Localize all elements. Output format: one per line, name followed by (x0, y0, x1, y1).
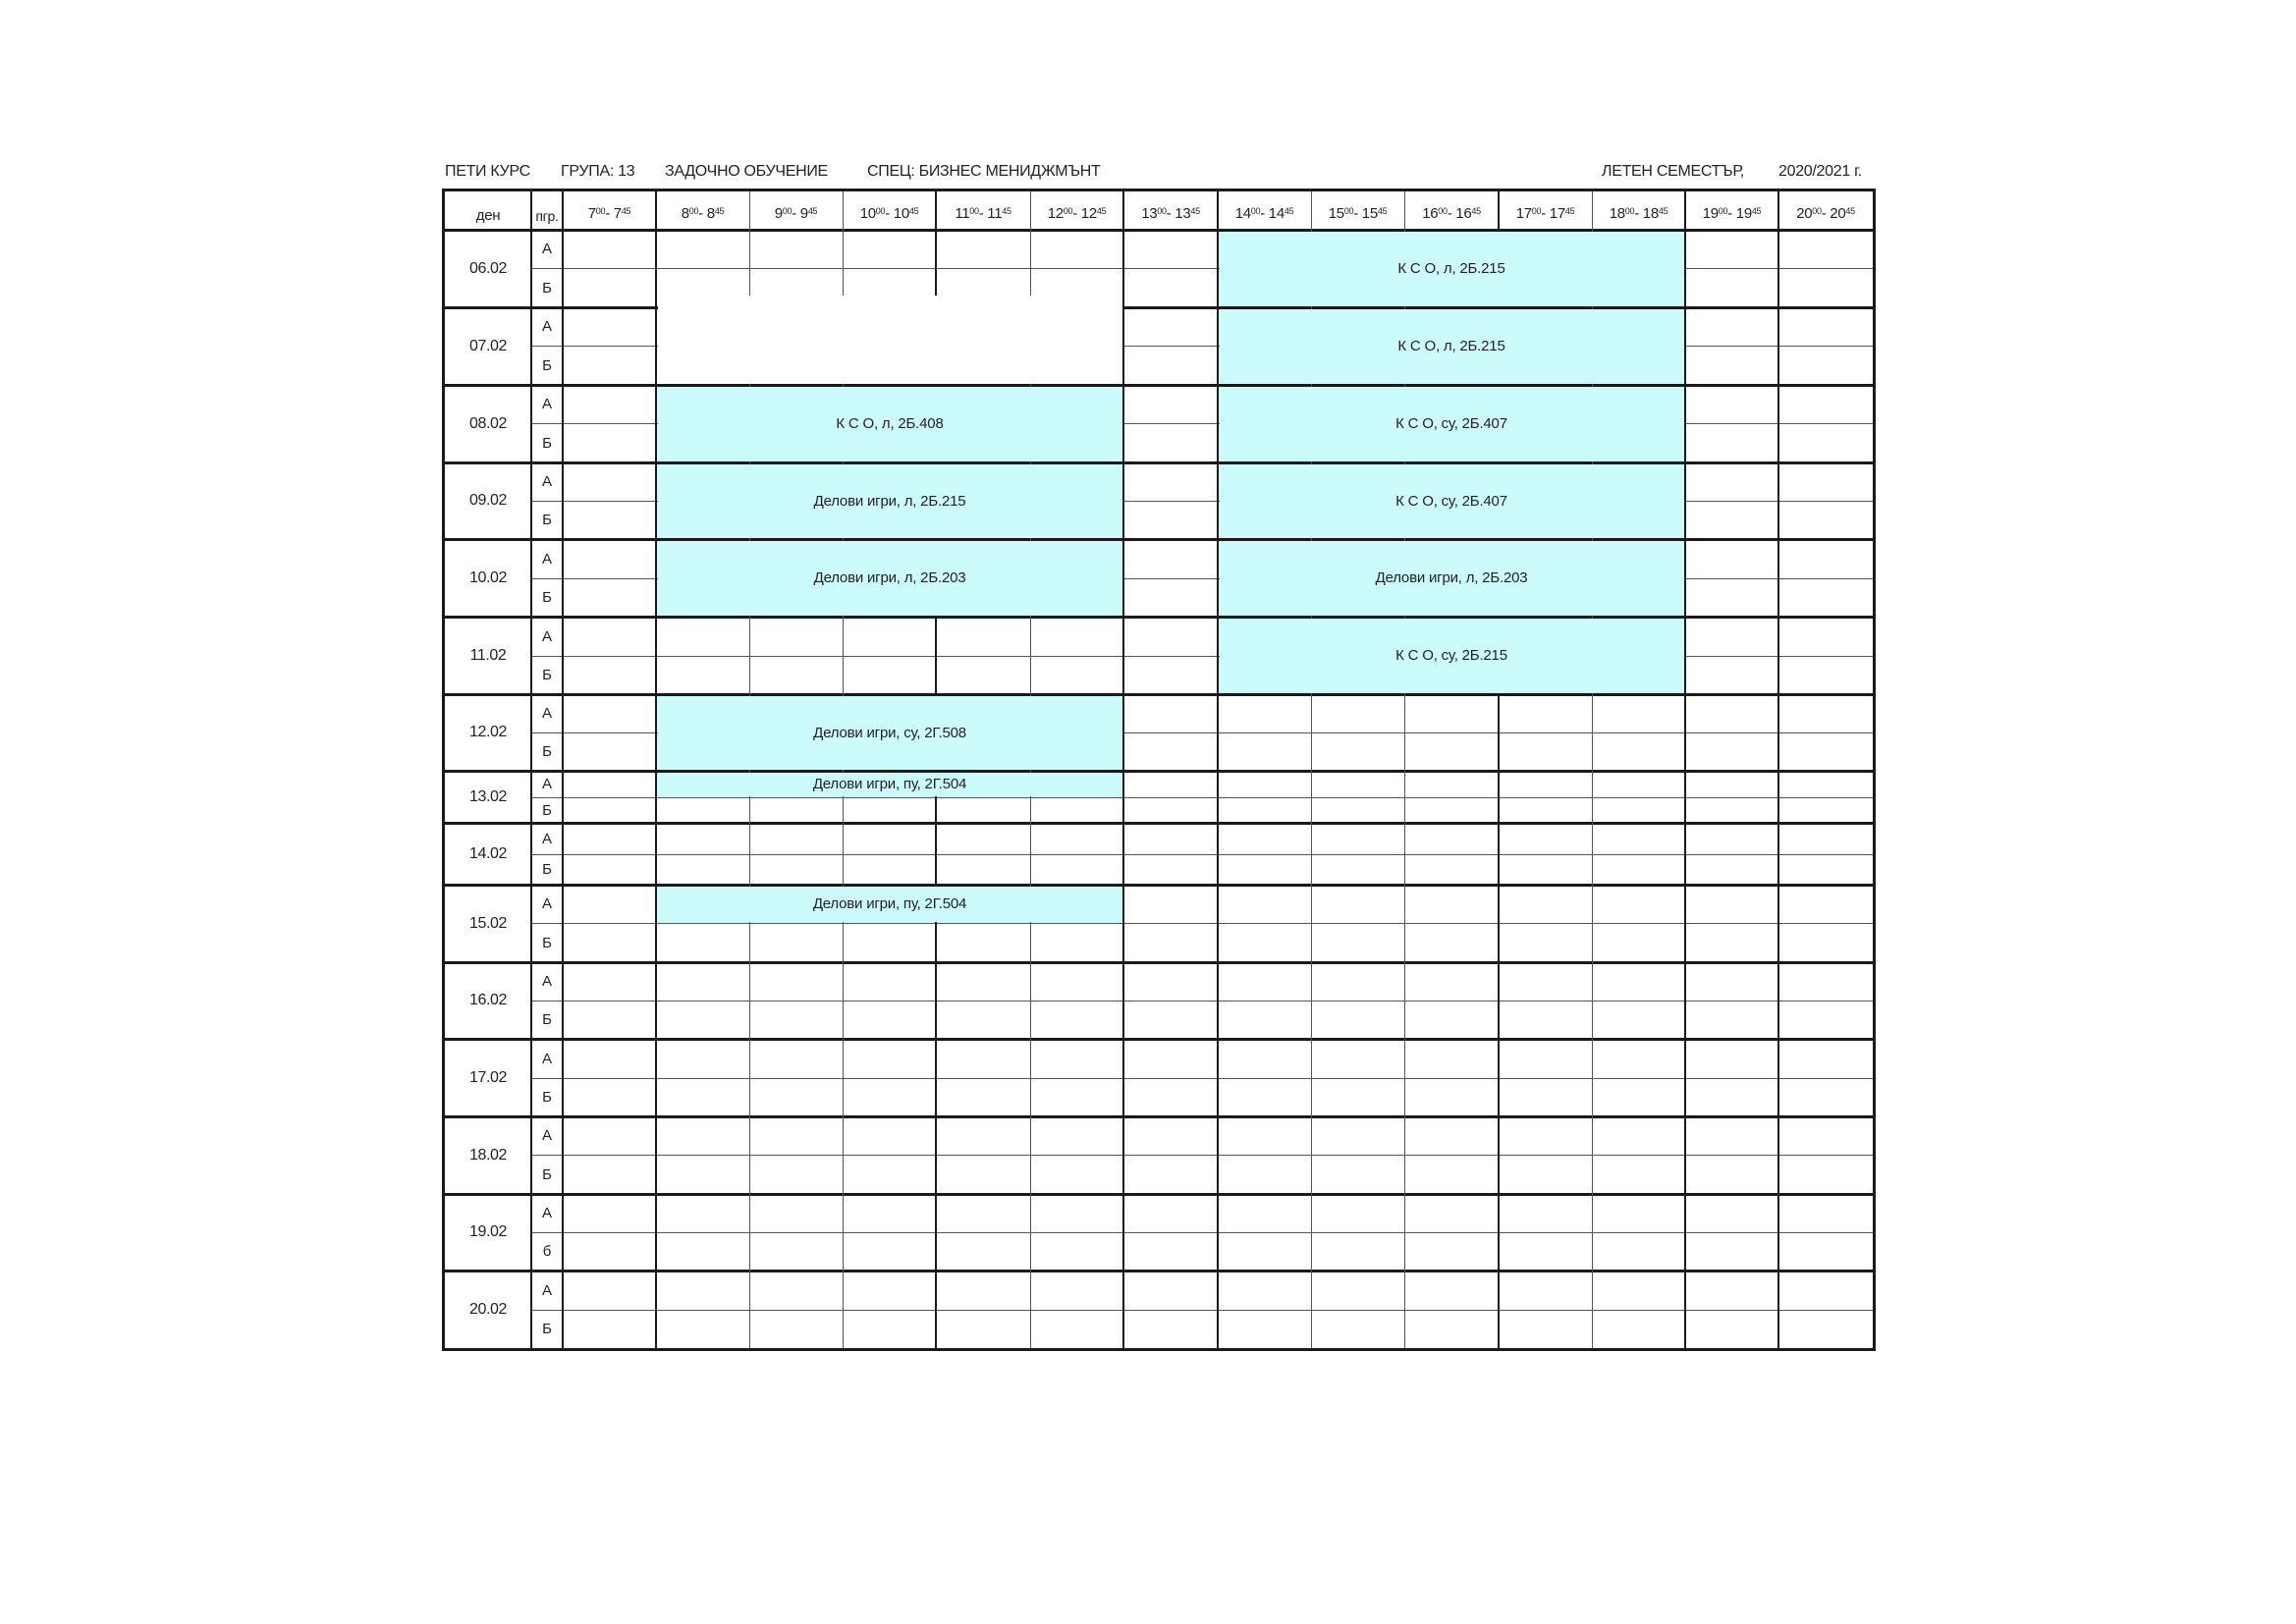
grid-line (531, 732, 658, 733)
subgroup-label-a: А (541, 705, 552, 722)
day-date-cell: 13.02 (468, 787, 508, 805)
grid-line (445, 822, 1873, 825)
grid-line (1777, 191, 1779, 1348)
schedule-grid (445, 191, 1873, 1348)
grid-line (843, 384, 844, 387)
subgroup-label-a: А (541, 776, 552, 792)
lesson-block[interactable]: К С О, л, 2Б.215 (1218, 230, 1685, 307)
grid-line (1122, 501, 1220, 502)
grid-line (531, 1155, 1873, 1156)
grid-line (562, 191, 564, 1348)
grid-line (445, 1038, 1873, 1041)
lesson-block[interactable]: Делови игри, л, 2Б.215 (656, 462, 1123, 539)
subgroup-label-b: Б (542, 1321, 552, 1337)
time-slot-header: 9 $^{00}$ - 9 $^{45}$ (774, 205, 818, 222)
subgroup-label-a: А (541, 895, 552, 912)
subgroup-label-a: А (541, 550, 552, 568)
grid-line (749, 616, 750, 696)
academic-year-label: 2020/2021 г. (1778, 163, 1862, 180)
subgroup-column-header: пгр. (535, 207, 559, 224)
grid-line (1498, 693, 1500, 1348)
grid-line (1404, 538, 1405, 541)
day-date-cell: 10.02 (468, 568, 508, 586)
grid-line (749, 384, 750, 387)
grid-line (1498, 616, 1500, 619)
grid-line (1217, 191, 1219, 1348)
specialty-label: СПЕЦ: БИЗНЕС МЕНИДЖМЪНТ (867, 163, 1101, 180)
day-date-cell: 16.02 (468, 992, 508, 1008)
subgroup-label-b: Б (542, 743, 552, 760)
grid-line (1498, 384, 1500, 387)
subgroup-label-b: Б (542, 512, 552, 528)
subgroup-label-b: Б (542, 1165, 552, 1183)
day-date-cell: 14.02 (468, 844, 508, 862)
subgroup-label-a: А (541, 1281, 552, 1299)
grid-line (1030, 796, 1031, 887)
grid-line (1684, 191, 1686, 1348)
grid-line (445, 384, 1873, 387)
grid-line (1030, 384, 1031, 387)
course-label: ПЕТИ КУРС (445, 163, 530, 180)
grid-line (1592, 461, 1593, 464)
grid-line (1404, 693, 1405, 1348)
grid-line (1030, 922, 1031, 1348)
grid-line (1030, 770, 1031, 773)
lesson-block[interactable]: Делови игри, л, 2Б.203 (1218, 539, 1685, 617)
grid-line (749, 191, 750, 296)
time-slot-header: 10 $^{00}$ - 10 $^{45}$ (859, 205, 919, 222)
schedule-header (443, 163, 1875, 185)
subgroup-label-a: А (541, 627, 552, 645)
grid-line (531, 268, 1220, 269)
grid-line (1122, 423, 1220, 424)
grid-line (1030, 616, 1031, 696)
time-slot-header: 18 $^{00}$ - 18 $^{45}$ (1609, 205, 1668, 222)
time-slot-header: 7 $^{00}$ - 7 $^{45}$ (587, 205, 631, 222)
grid-line (445, 306, 658, 309)
time-slot-header: 17 $^{00}$ - 17 $^{45}$ (1515, 205, 1575, 222)
lesson-block[interactable]: Делови игри, л, 2Б.203 (656, 539, 1123, 617)
grid-line (531, 1232, 1873, 1233)
day-date-cell: 08.02 (468, 414, 508, 432)
grid-line (531, 656, 1220, 657)
day-date-cell: 11.02 (469, 646, 507, 664)
day-column-header: ден (475, 207, 501, 224)
grid-line (843, 616, 844, 696)
grid-line (749, 796, 750, 887)
study-mode-label: ЗАДОЧНО ОБУЧЕНИЕ (665, 163, 828, 180)
subgroup-label-a: А (541, 396, 552, 412)
grid-line (1498, 461, 1500, 464)
day-date-cell: 12.02 (468, 724, 508, 740)
lesson-block[interactable]: К С О, су, 2Б.407 (1218, 385, 1685, 462)
grid-line (1311, 384, 1312, 387)
day-date-cell: 17.02 (468, 1068, 508, 1086)
grid-line (843, 796, 844, 887)
grid-line (1122, 191, 1124, 1348)
grid-line (445, 961, 1873, 964)
grid-line (1404, 306, 1405, 309)
grid-line (1592, 384, 1593, 387)
grid-line (445, 538, 1873, 541)
grid-line (445, 693, 1873, 696)
grid-line (935, 461, 937, 464)
lesson-block[interactable]: К С О, су, 2Б.215 (1218, 617, 1685, 694)
day-date-cell: 20.02 (468, 1300, 508, 1318)
grid-line (1311, 191, 1312, 232)
grid-line (749, 770, 750, 773)
grid-line (1030, 461, 1031, 464)
grid-line (531, 797, 1873, 798)
time-slot-header: 15 $^{00}$ - 15 $^{45}$ (1328, 205, 1388, 222)
grid-line (843, 191, 844, 296)
group-label: ГРУПА: 13 (561, 163, 635, 180)
semester-label: ЛЕТЕН СЕМЕСТЪР, (1602, 163, 1744, 180)
grid-line (1592, 538, 1593, 541)
grid-line (1030, 538, 1031, 541)
lesson-block[interactable]: К С О, л, 2Б.215 (1218, 307, 1685, 385)
grid-line (935, 796, 937, 887)
day-date-cell: 15.02 (468, 914, 508, 932)
time-slot-header: 14 $^{00}$ - 14 $^{45}$ (1234, 205, 1294, 222)
subgroup-label-b: Б (542, 434, 552, 452)
grid-line (935, 538, 937, 541)
subgroup-label-b: б (542, 1243, 552, 1260)
grid-line (531, 1078, 1873, 1079)
subgroup-label-b: Б (542, 861, 552, 878)
grid-line (531, 1310, 1873, 1311)
subgroup-label-b: Б (542, 1089, 552, 1106)
grid-line (1404, 461, 1405, 464)
lesson-block[interactable]: Делови игри, пу, 2Г.504 (656, 885, 1123, 923)
time-slot-header: 20 $^{00}$ - 20 $^{45}$ (1796, 205, 1855, 222)
grid-line (1311, 693, 1312, 1348)
grid-line (935, 770, 937, 773)
grid-line (1311, 616, 1312, 619)
grid-line (1404, 616, 1405, 619)
schedule-table (442, 189, 1876, 1351)
grid-line (1311, 306, 1312, 309)
grid-line (445, 1193, 1873, 1196)
day-date-cell: 09.02 (468, 492, 508, 509)
grid-line (843, 922, 844, 1348)
grid-line (749, 538, 750, 541)
subgroup-label-a: А (541, 830, 552, 847)
lesson-block[interactable]: К С О, л, 2Б.408 (656, 385, 1123, 462)
day-date-cell: 07.02 (468, 337, 508, 354)
lesson-block[interactable]: К С О, су, 2Б.407 (1218, 462, 1685, 539)
grid-line (445, 1270, 1873, 1272)
grid-line (1311, 461, 1312, 464)
grid-line (1592, 306, 1593, 309)
subgroup-label-b: Б (542, 1011, 552, 1028)
time-slot-header: 19 $^{00}$ - 19 $^{45}$ (1702, 205, 1762, 222)
subgroup-label-a: А (541, 241, 552, 257)
grid-line (445, 770, 1873, 773)
grid-line (1404, 191, 1405, 232)
time-slot-header: 8 $^{00}$ - 8 $^{45}$ (681, 205, 725, 222)
grid-line (1030, 191, 1031, 296)
grid-line (655, 191, 657, 1348)
subgroup-label-a: А (541, 1205, 552, 1221)
subgroup-label-a: А (541, 1127, 552, 1144)
time-slot-header: 11 $^{00}$ - 11 $^{45}$ (955, 205, 1011, 222)
day-date-cell: 19.02 (468, 1223, 508, 1240)
grid-line (1592, 693, 1593, 1348)
grid-line (445, 1115, 1873, 1118)
time-slot-header: 13 $^{00}$ - 13 $^{45}$ (1141, 205, 1200, 222)
grid-line (445, 461, 1873, 464)
subgroup-label-a: А (541, 1050, 552, 1067)
grid-line (531, 501, 658, 502)
subgroup-label-a: А (541, 973, 552, 990)
day-date-cell: 06.02 (468, 259, 508, 277)
grid-line (843, 538, 844, 541)
subgroup-label-b: Б (542, 356, 552, 374)
grid-line (531, 423, 658, 424)
grid-line (531, 578, 658, 579)
grid-line (445, 616, 1873, 619)
subgroup-label-b: Б (542, 667, 552, 683)
day-date-cell: 18.02 (468, 1146, 508, 1164)
grid-line (843, 461, 844, 464)
grid-line (531, 346, 658, 347)
grid-line (531, 923, 1873, 924)
grid-line (1498, 538, 1500, 541)
grid-line (1404, 384, 1405, 387)
grid-line (935, 616, 937, 696)
subgroup-label-b: Б (542, 801, 552, 819)
time-slot-header: 12 $^{00}$ - 12 $^{45}$ (1047, 205, 1107, 222)
grid-line (1592, 191, 1593, 232)
subgroup-label-b: Б (542, 279, 552, 297)
grid-line (1498, 306, 1500, 309)
grid-line (935, 191, 937, 296)
subgroup-label-a: А (541, 473, 552, 490)
grid-line (445, 229, 1873, 232)
grid-line (935, 922, 937, 1348)
subgroup-label-b: Б (542, 589, 552, 606)
subgroup-label-b: Б (542, 934, 552, 951)
grid-line (530, 191, 532, 1348)
grid-line (1311, 538, 1312, 541)
grid-line (1498, 191, 1500, 232)
grid-line (445, 884, 1873, 887)
grid-line (1592, 616, 1593, 619)
grid-line (531, 854, 1873, 855)
grid-line (935, 384, 937, 387)
lesson-block[interactable]: Делови игри, су, 2Г.508 (656, 694, 1123, 771)
subgroup-label-a: А (541, 318, 552, 335)
time-slot-header: 16 $^{00}$ - 16 $^{45}$ (1422, 205, 1481, 222)
grid-line (1122, 578, 1220, 579)
grid-line (749, 922, 750, 1348)
grid-line (843, 770, 844, 773)
grid-line (749, 461, 750, 464)
grid-line (1122, 346, 1220, 347)
lesson-block[interactable]: Делови игри, пу, 2Г.504 (656, 771, 1123, 797)
